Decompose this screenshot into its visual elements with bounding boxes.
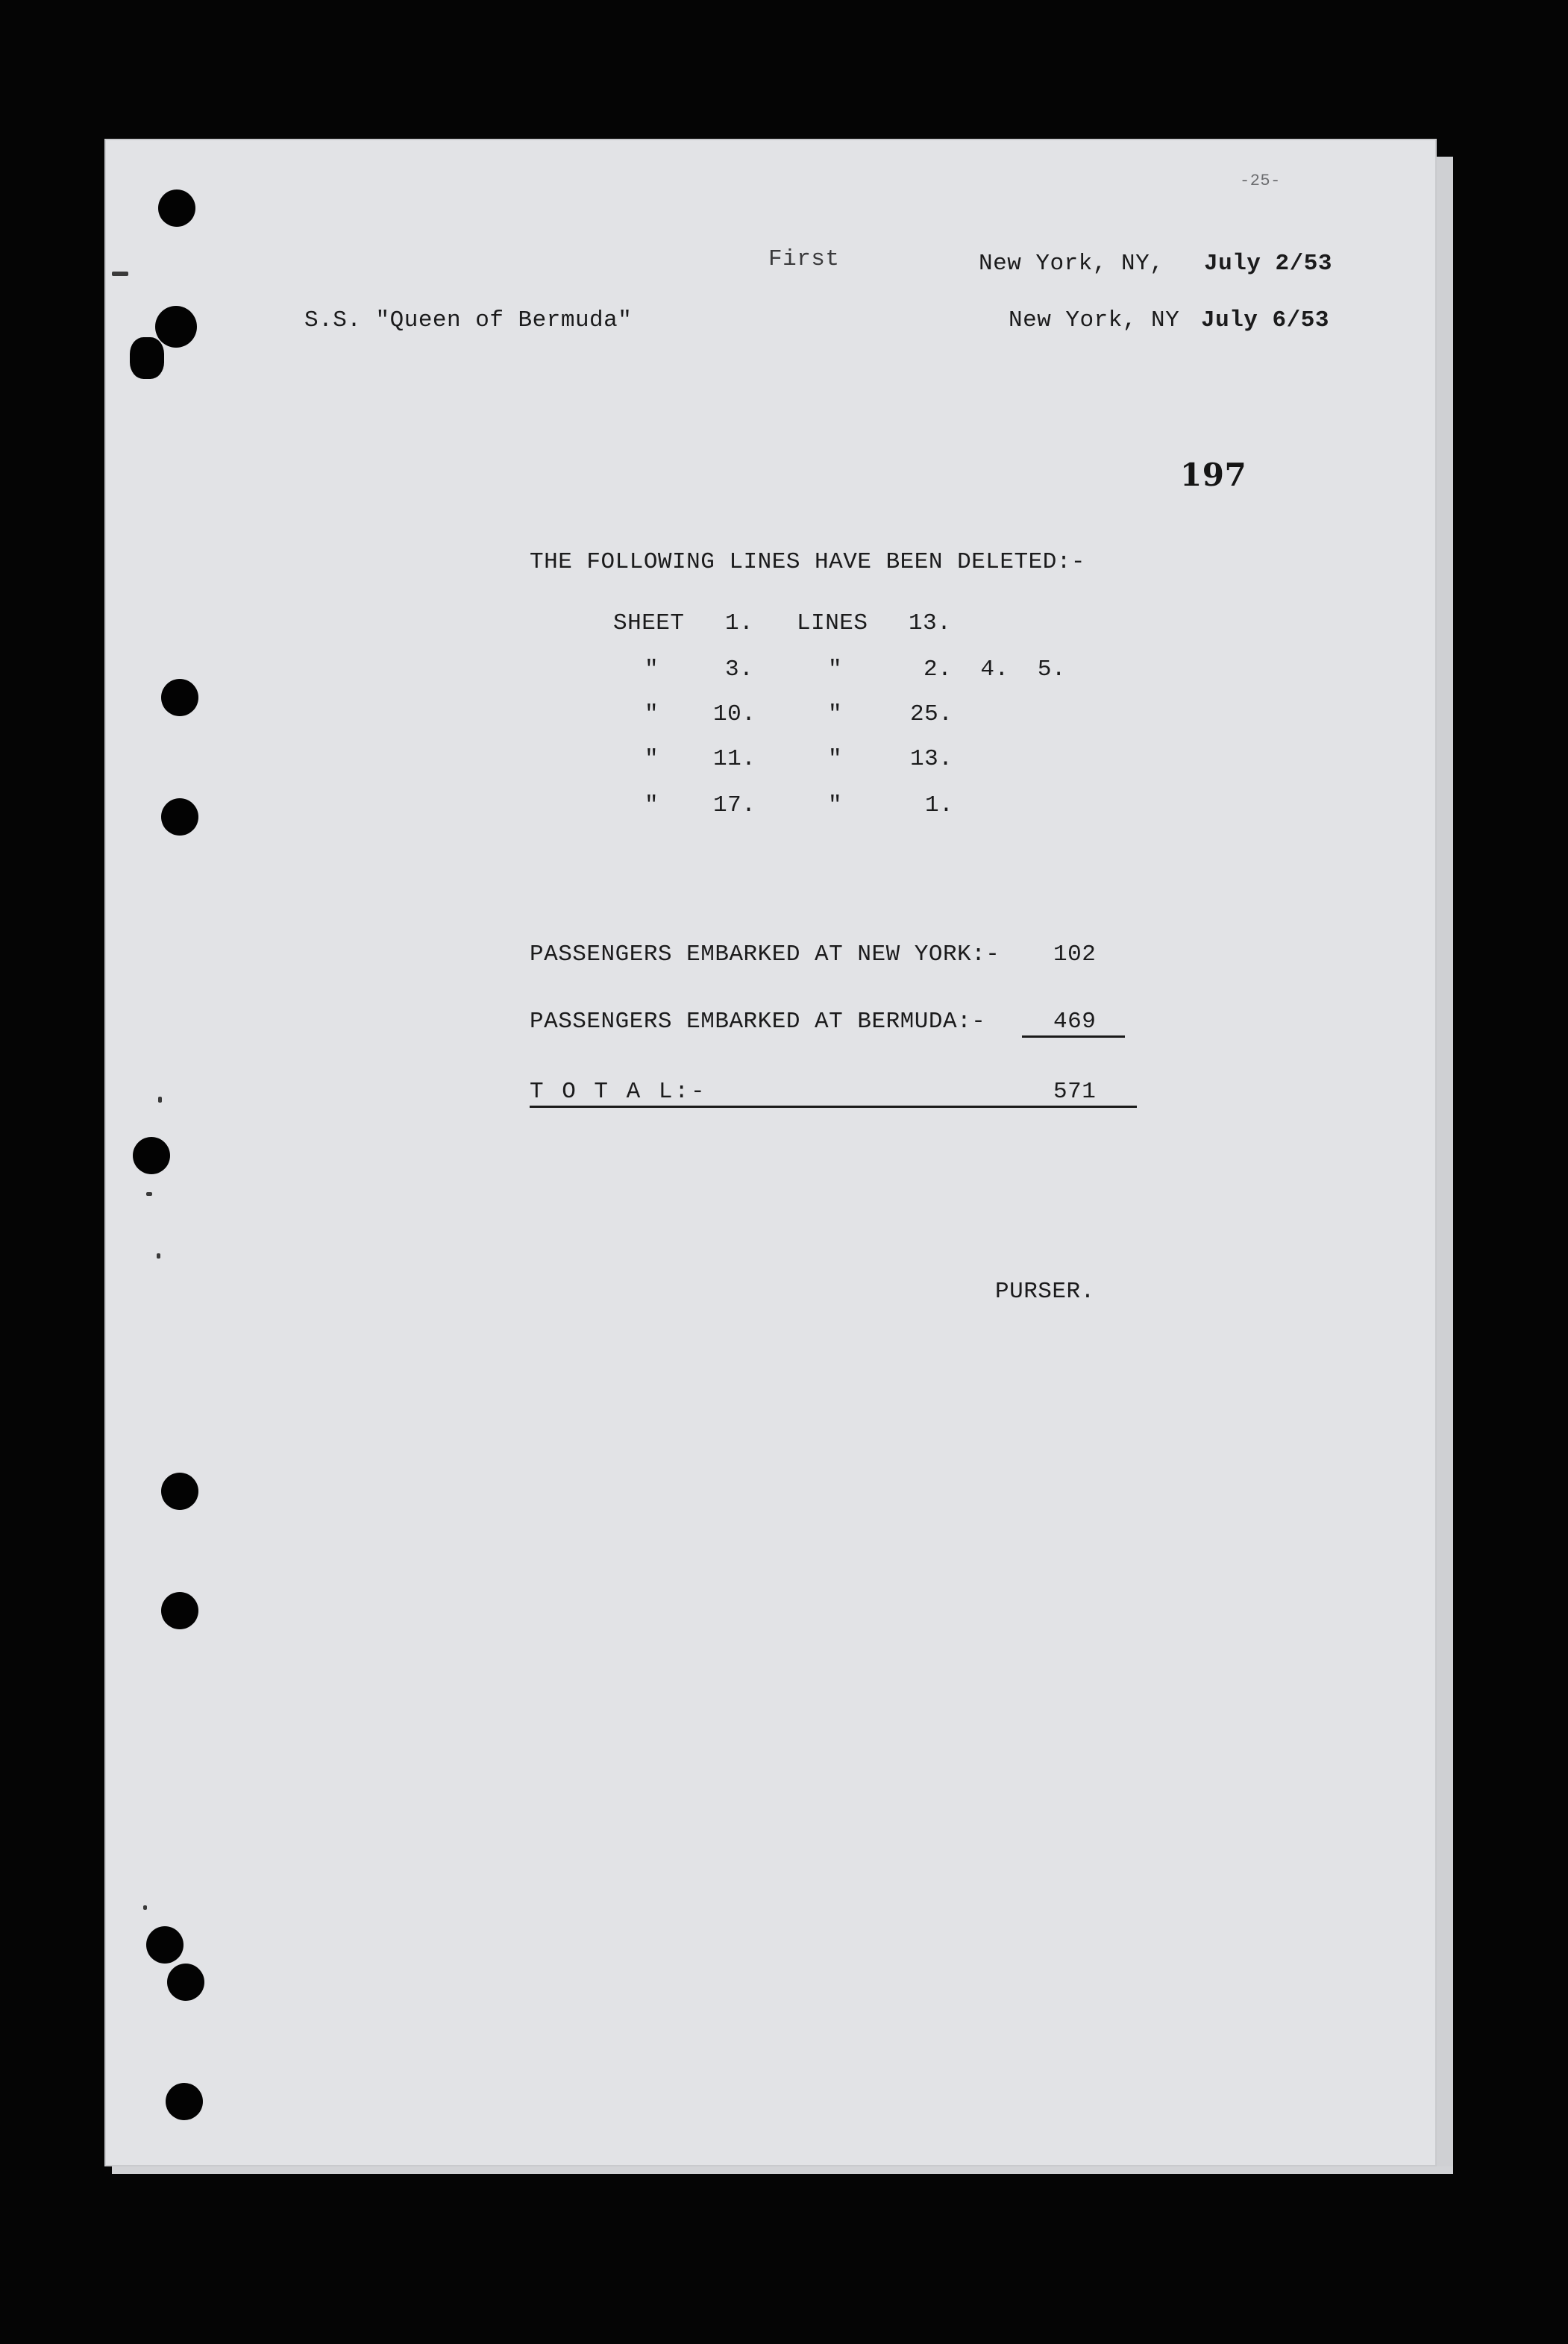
ditto-mark: ": [828, 792, 843, 818]
corner-mark: -25-: [1240, 172, 1281, 190]
bermuda-passengers-label: PASSENGERS EMBARKED AT BERMUDA:-: [530, 1009, 986, 1035]
sheet-number: 11.: [713, 746, 756, 772]
line-numbers: 2. 4. 5.: [923, 656, 1067, 683]
total-underline: [530, 1106, 1137, 1108]
ditto-mark: ": [645, 656, 659, 683]
line-numbers: 13.: [910, 746, 953, 772]
vessel-name: S.S. "Queen of Bermuda": [304, 307, 633, 333]
punch-hole: [161, 1473, 198, 1510]
ditto-mark: ": [828, 656, 843, 683]
deleted-lines-heading: THE FOLLOWING LINES HAVE BEEN DELETED:-: [530, 549, 1086, 575]
page-edge-shadow-bottom: [112, 2166, 1453, 2174]
page-edge-shadow: [1437, 157, 1453, 2171]
class-label: First: [768, 246, 840, 272]
punch-hole: [167, 1964, 204, 2001]
punch-hole: [161, 1592, 198, 1629]
line-numbers: 1.: [925, 792, 954, 818]
departure-date: July 2/53: [1204, 251, 1332, 277]
arrival-date: July 6/53: [1201, 307, 1329, 333]
punch-hole: [166, 2083, 203, 2120]
ditto-mark: ": [645, 701, 659, 727]
punch-hole: [158, 189, 195, 227]
new-york-passengers-label: PASSENGERS EMBARKED AT NEW YORK:-: [530, 941, 1000, 968]
punch-hole: [155, 306, 197, 348]
punch-hole: [130, 337, 164, 379]
sheet-column-header: SHEET: [613, 610, 685, 636]
punch-hole: [146, 1926, 184, 1964]
bermuda-passengers-value: 469: [1053, 1009, 1097, 1035]
line-numbers: 13.: [909, 610, 952, 636]
ditto-mark: ": [828, 701, 843, 727]
total-value: 571: [1053, 1079, 1097, 1105]
bermuda-value-underline: [1022, 1035, 1125, 1038]
total-label: T O T A L:-: [530, 1079, 707, 1105]
sheet-number: 10.: [713, 701, 756, 727]
manifest-page: [104, 139, 1437, 2166]
page-number: 197: [1180, 457, 1247, 493]
purser-signature-line: PURSER.: [995, 1279, 1095, 1305]
margin-speck: [112, 272, 128, 276]
sheet-number: 17.: [713, 792, 756, 818]
ditto-mark: ": [645, 746, 659, 772]
lines-column-header: LINES: [797, 610, 868, 636]
margin-speck: [143, 1905, 147, 1910]
margin-speck: [158, 1097, 162, 1103]
punch-hole: [161, 679, 198, 716]
ditto-mark: ": [828, 746, 843, 772]
arrival-place: New York, NY: [1009, 307, 1180, 333]
new-york-passengers-value: 102: [1053, 941, 1097, 968]
ditto-mark: ": [645, 792, 659, 818]
departure-place: New York, NY,: [979, 251, 1164, 277]
line-numbers: 25.: [910, 701, 953, 727]
margin-speck: [157, 1253, 160, 1259]
sheet-number: 3.: [725, 656, 754, 683]
punch-hole: [133, 1137, 170, 1174]
punch-hole: [161, 798, 198, 836]
margin-speck: [146, 1192, 152, 1196]
sheet-number: 1.: [725, 610, 754, 636]
